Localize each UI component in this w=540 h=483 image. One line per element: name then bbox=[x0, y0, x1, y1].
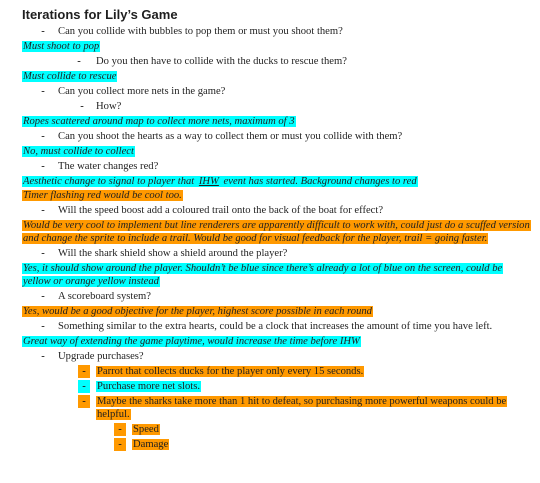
question-text: The water changes red? bbox=[58, 161, 159, 172]
question-scoreboard bbox=[22, 290, 530, 303]
bullet: - bbox=[41, 351, 45, 362]
upgrade-weapons bbox=[22, 395, 530, 421]
bullet: - bbox=[41, 291, 45, 302]
answer-text: Must collide to rescue bbox=[23, 71, 117, 82]
question-text: How? bbox=[96, 101, 122, 112]
bullet: - bbox=[41, 26, 45, 37]
question-text: Will the shark shield show a shield around the player? bbox=[58, 248, 288, 259]
question-how bbox=[22, 100, 530, 113]
question-text: Can you shoot the hearts as a way to collect them or must you collide with them? bbox=[58, 131, 403, 142]
question-text: A scoreboard system? bbox=[58, 291, 151, 302]
answer-bubbles bbox=[22, 40, 530, 53]
answer-text: Yes, it should show around the player. Shouldn’t be blue since there’s already a lot of blue on the screen, could be yellow or orange yellow instead bbox=[23, 263, 503, 287]
question-hearts bbox=[22, 130, 530, 143]
answer-timer bbox=[22, 189, 530, 202]
answer-text-end: event has started. Background changes to red bbox=[220, 176, 417, 187]
question-text: Can you collide with bubbles to pop them or must you shoot them? bbox=[58, 26, 343, 37]
question-text: Do you then have to collide with the ducks to rescue them? bbox=[96, 56, 347, 67]
answer-clock bbox=[22, 335, 530, 348]
upgrade-speed bbox=[22, 423, 530, 436]
bullet: - bbox=[41, 321, 45, 332]
question-shark-shield bbox=[22, 247, 530, 260]
question-nets bbox=[22, 85, 530, 98]
answer-shark-shield bbox=[22, 262, 530, 288]
question-ducks bbox=[22, 55, 530, 68]
answer-text: Great way of extending the game playtime, would increase the time before IHW bbox=[23, 336, 360, 347]
upgrade-parrot bbox=[22, 365, 530, 378]
bullet: - bbox=[78, 365, 90, 378]
upgrade-text: Parrot that collects ducks for the player only every 15 seconds. bbox=[97, 366, 364, 377]
bullet: - bbox=[41, 248, 45, 259]
upgrade-text: Maybe the sharks take more than 1 hit to defeat, so purchasing more powerful weapons could be helpful. bbox=[97, 396, 507, 420]
bullet: - bbox=[41, 205, 45, 216]
answer-text: Would be very cool to implement but line renderers are apparently difficult to work with, could just do a scuffed version and change the sprite to include a trail. Would be good for visual feedback for the player, trail = going faster. bbox=[23, 220, 530, 244]
answer-text: No, must collide to collect bbox=[23, 146, 134, 157]
question-upgrades bbox=[22, 350, 530, 363]
question-water bbox=[22, 160, 530, 173]
upgrade-text: Damage bbox=[133, 439, 169, 450]
upgrade-text: Purchase more net slots. bbox=[97, 381, 200, 392]
bullet: - bbox=[77, 56, 81, 67]
answer-water bbox=[22, 175, 530, 188]
question-bubbles bbox=[22, 25, 530, 38]
bullet: - bbox=[41, 131, 45, 142]
answer-scoreboard bbox=[22, 305, 530, 318]
question-text: Upgrade purchases? bbox=[58, 351, 144, 362]
answer-text: Must shoot to pop bbox=[23, 41, 100, 52]
bullet: - bbox=[78, 380, 90, 393]
question-speed-boost bbox=[22, 204, 530, 217]
question-text: Can you collect more nets in the game? bbox=[58, 86, 226, 97]
answer-nets bbox=[22, 115, 530, 128]
answer-ducks bbox=[22, 70, 530, 83]
upgrade-damage bbox=[22, 438, 530, 451]
answer-text-ihw: IHW bbox=[198, 176, 219, 187]
bullet: - bbox=[41, 161, 45, 172]
upgrade-net-slots bbox=[22, 380, 530, 393]
answer-hearts bbox=[22, 145, 530, 158]
answer-text: Ropes scattered around map to collect more nets, maximum of 3 bbox=[23, 116, 295, 127]
bullet: - bbox=[80, 101, 84, 112]
answer-text-start: Aesthetic change to signal to player that bbox=[23, 176, 197, 187]
answer-speed-boost bbox=[22, 219, 530, 245]
bullet: - bbox=[114, 423, 126, 436]
question-text: Will the speed boost add a coloured trail onto the back of the boat for effect? bbox=[58, 205, 384, 216]
bullet: - bbox=[114, 438, 126, 451]
document-title: Iterations for Lily’s Game bbox=[22, 7, 178, 22]
answer-text: Yes, would be a good objective for the player, highest score possible in each round bbox=[23, 306, 372, 317]
question-clock bbox=[22, 320, 530, 333]
bullet: - bbox=[41, 86, 45, 97]
upgrade-text: Speed bbox=[133, 424, 159, 435]
bullet: - bbox=[78, 395, 90, 408]
question-text: Something similar to the extra hearts, could be a clock that increases the amount of time you have left. bbox=[58, 321, 493, 332]
answer-text: Timer flashing red would be cool too. bbox=[23, 190, 182, 201]
